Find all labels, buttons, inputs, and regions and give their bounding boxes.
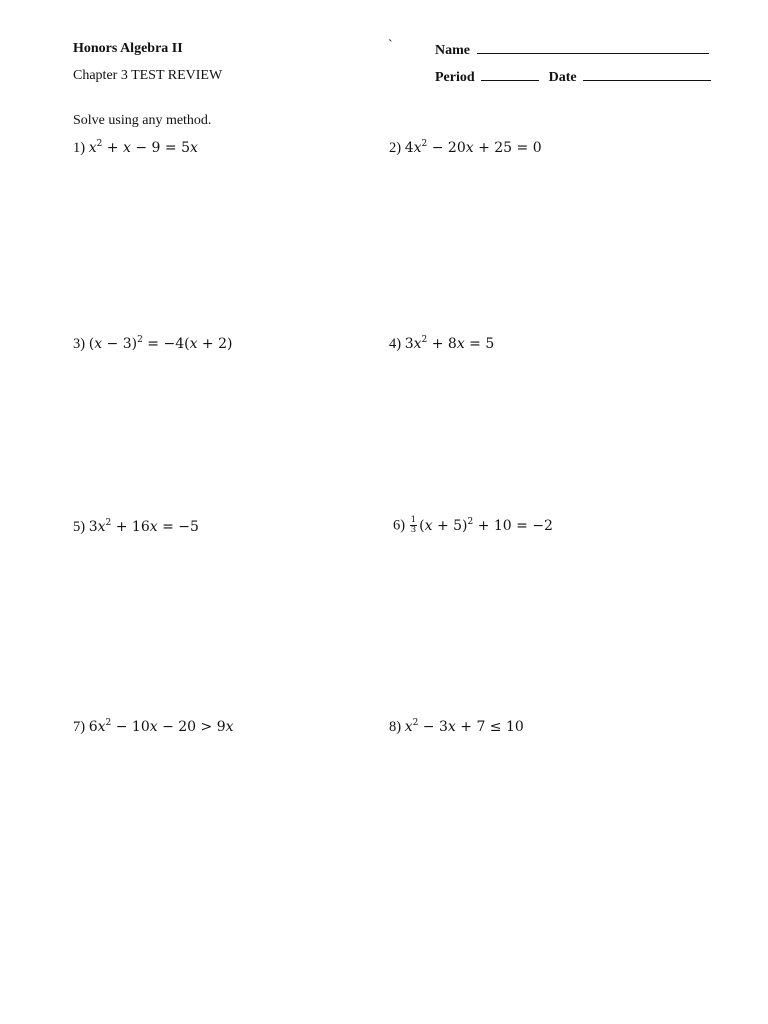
problem-equation: $(x - 3)^2 = -4(x + 2)$: [88, 335, 233, 352]
problem-6: [393, 516, 553, 535]
worksheet-subtitle: Chapter 3 TEST REVIEW: [73, 68, 223, 83]
problem-equation: $4x^2 - 20x + 25 = 0$: [404, 139, 542, 156]
problem-equation: $x^2 + x - 9 = 5x$: [88, 139, 198, 156]
problem-1: [73, 140, 198, 157]
problem-equation: $\frac{1}{3}$ $(x + 5)^2 + 10 = -2$: [410, 515, 553, 535]
problem-number: 4): [389, 336, 402, 352]
period-label: Period: [435, 70, 475, 85]
problem-4: [389, 336, 494, 353]
problem-number: 2): [389, 140, 402, 156]
problem-equation: $3x^2 + 8x = 5$: [404, 335, 495, 352]
problem-number: 7): [73, 719, 86, 735]
problem-equation: $x^2 - 3x + 7 \le 10$: [404, 718, 524, 735]
instructions: Solve using any method.: [73, 113, 212, 128]
problem-equation: $6x^2 - 10x - 20 > 9x$: [88, 718, 234, 735]
period-blank-line[interactable]: [481, 68, 539, 81]
problem-7: [73, 719, 234, 736]
date-blank-line[interactable]: [583, 68, 711, 81]
problem-3: [73, 336, 232, 353]
period-date-row: [435, 68, 711, 86]
problem-number: 3): [73, 336, 86, 352]
name-label: Name: [435, 43, 470, 58]
problem-equation: $3x^2 + 16x = -5$: [88, 518, 199, 535]
course-title: Honors Algebra II: [73, 41, 183, 56]
fraction: $\frac{1}{3}$: [410, 515, 417, 535]
problem-5: [73, 519, 199, 536]
problem-2: [389, 140, 542, 157]
problem-number: 6): [393, 517, 406, 534]
problem-number: 5): [73, 519, 86, 535]
name-field[interactable]: [435, 41, 709, 59]
problem-8: [389, 719, 524, 736]
date-label: Date: [548, 70, 577, 85]
problem-number: 1): [73, 140, 86, 156]
problem-number: 8): [389, 719, 402, 735]
name-blank-line[interactable]: [477, 41, 709, 54]
tick-mark: `: [388, 38, 393, 53]
